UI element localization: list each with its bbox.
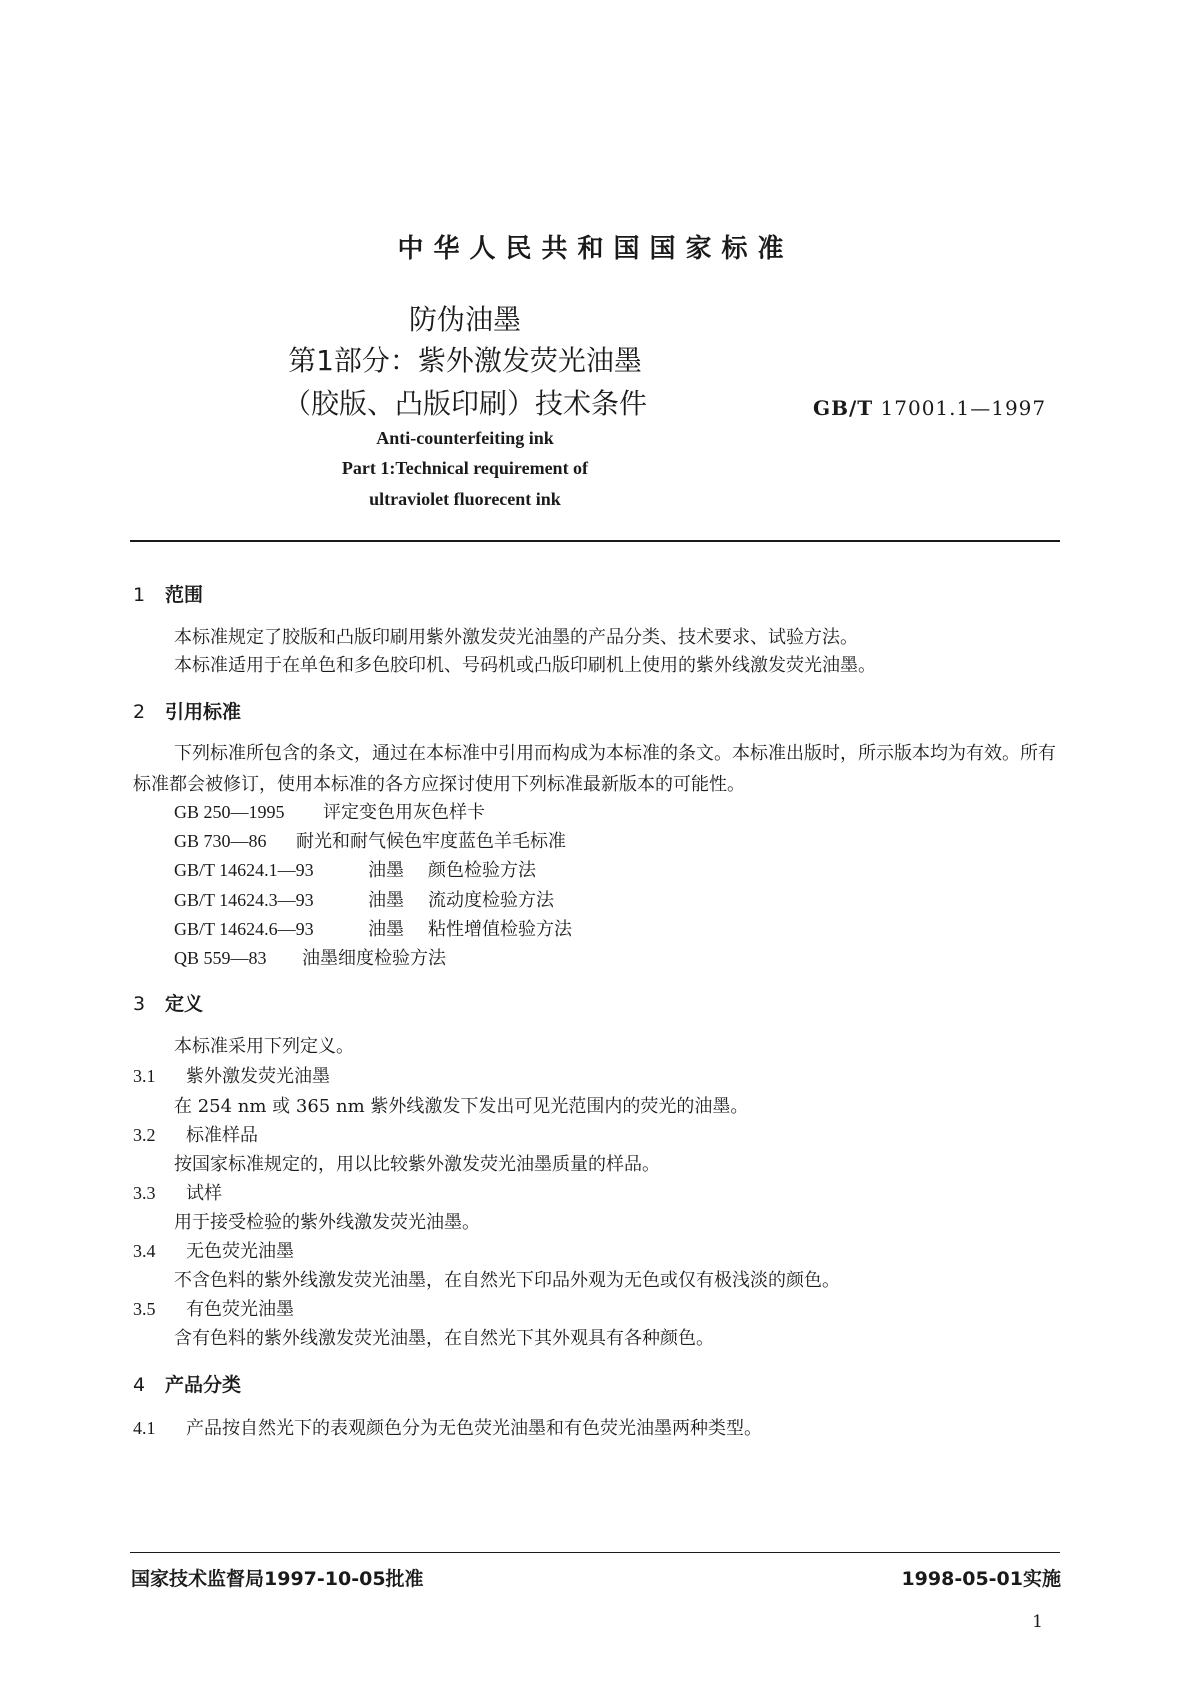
reference-item [174, 915, 572, 941]
reference-item [174, 886, 554, 912]
section-2-intro: 下列标准所包含的条文，通过在本标准中引用而构成为本标准的条文。本标准出版时，所示版本均为有效。所有标准都会被修订，使用本标准的各方应探讨使用下列标准最新版本的可能性。 [133, 743, 1056, 795]
header-divider [130, 540, 1060, 542]
section-2-heading [133, 697, 241, 724]
reference-category: 油墨 [368, 860, 404, 881]
definition-term-text: 试样 [186, 1183, 222, 1204]
reference-title: 耐光和耐气候色牢度蓝色羊毛标准 [296, 831, 566, 852]
page-number: 1 [1032, 1612, 1043, 1632]
title-en-line-3: ultraviolet fluorecent ink [369, 489, 561, 509]
reference-code: GB/T 14624.3—93 [174, 890, 314, 910]
reference-code: GB/T 14624.6—93 [174, 919, 314, 939]
reference-code: GB 250—1995 [174, 802, 285, 822]
section-title: 引用标准 [165, 701, 242, 723]
definition-term [133, 1295, 294, 1321]
reference-item [174, 827, 566, 853]
standard-code: 17001.1—1997 [880, 396, 1047, 420]
title-cn-line-2: 第1部分：紫外激发荧光油墨 [288, 344, 642, 377]
section-number: 3 [133, 993, 146, 1015]
definition-term-text: 标准样品 [186, 1125, 258, 1146]
reference-item [174, 944, 446, 970]
section-1-paragraph-2: 本标准适用于在单色和多色胶印机、号码机或凸版印刷机上使用的紫外线激发荧光油墨。 [174, 655, 876, 676]
section-4-heading [133, 1370, 241, 1397]
definition-term [133, 1121, 258, 1147]
section-1-paragraph-1: 本标准规定了胶版和凸版印刷用紫外激发荧光油墨的产品分类、技术要求、试验方法。 [174, 627, 858, 648]
section-3-intro: 本标准采用下列定义。 [174, 1036, 354, 1057]
definition-term-text: 有色荧光油墨 [186, 1299, 294, 1320]
definition-term-text: 紫外激发荧光油墨 [186, 1066, 330, 1087]
item-number: 4.1 [133, 1418, 156, 1438]
title-en-line-1: Anti-counterfeiting ink [376, 428, 554, 448]
standard-number [813, 396, 1046, 420]
section-title: 产品分类 [165, 1374, 242, 1396]
definition-text: 用于接受检验的紫外线激发荧光油墨。 [174, 1212, 480, 1233]
definition-term-text: 无色荧光油墨 [186, 1241, 294, 1262]
definition-term [133, 1237, 294, 1263]
definition-text: 不含色料的紫外线激发荧光油墨，在自然光下印品外观为无色或仅有极浅淡的颜色。 [174, 1270, 840, 1291]
reference-category: 油墨 [368, 890, 404, 911]
section-3-heading [133, 989, 203, 1016]
definition-text: 含有色料的紫外线激发荧光油墨，在自然光下其外观具有各种颜色。 [174, 1328, 714, 1349]
definition-term [133, 1179, 222, 1205]
title-cn-line-1: 防伪油墨 [408, 303, 521, 336]
reference-code: GB 730—86 [174, 831, 267, 851]
reference-item [174, 798, 485, 824]
reference-item [174, 856, 536, 882]
reference-code: QB 559—83 [174, 948, 267, 968]
implementation-date: 1998-05-01实施 [901, 1568, 1061, 1590]
section-number: 4 [133, 1374, 146, 1396]
title-en-line-2: Part 1:Technical requirement of [341, 458, 589, 478]
standard-prefix: GB/T [813, 396, 874, 420]
definition-number: 3.4 [133, 1241, 156, 1261]
reference-title: 评定变色用灰色样卡 [323, 802, 485, 823]
item-text: 产品按自然光下的表观颜色分为无色荧光油墨和有色荧光油墨两种类型。 [186, 1418, 762, 1439]
definition-term [133, 1062, 330, 1088]
definition-number: 3.1 [133, 1066, 156, 1086]
section-title: 定义 [165, 993, 204, 1015]
definition-number: 3.5 [133, 1299, 156, 1319]
section-1-heading [133, 580, 203, 607]
reference-title: 流动度检验方法 [428, 890, 554, 911]
reference-title: 粘性增值检验方法 [428, 919, 572, 940]
reference-title: 颜色检验方法 [428, 860, 536, 881]
reference-code: GB/T 14624.1—93 [174, 860, 314, 880]
section-number: 2 [133, 701, 146, 723]
footer-divider [130, 1552, 1060, 1553]
national-standard-heading: 中华人民共和国国家标准 [397, 234, 794, 264]
definition-number: 3.3 [133, 1183, 156, 1203]
definition-text: 按国家标准规定的，用以比较紫外激发荧光油墨质量的样品。 [174, 1154, 660, 1175]
reference-title: 油墨细度检验方法 [302, 948, 446, 969]
approval-statement: 国家技术监督局1997-10-05批准 [131, 1568, 424, 1590]
section-title: 范围 [165, 584, 204, 606]
title-cn-line-3: （胶版、凸版印刷）技术条件 [282, 387, 647, 420]
definition-text: 在 254 nm 或 365 nm 紫外线激发下发出可见光范围内的荧光的油墨。 [174, 1096, 749, 1117]
section-number: 1 [133, 584, 146, 606]
definition-number: 3.2 [133, 1125, 156, 1145]
reference-category: 油墨 [368, 919, 404, 940]
classification-item [133, 1414, 762, 1440]
